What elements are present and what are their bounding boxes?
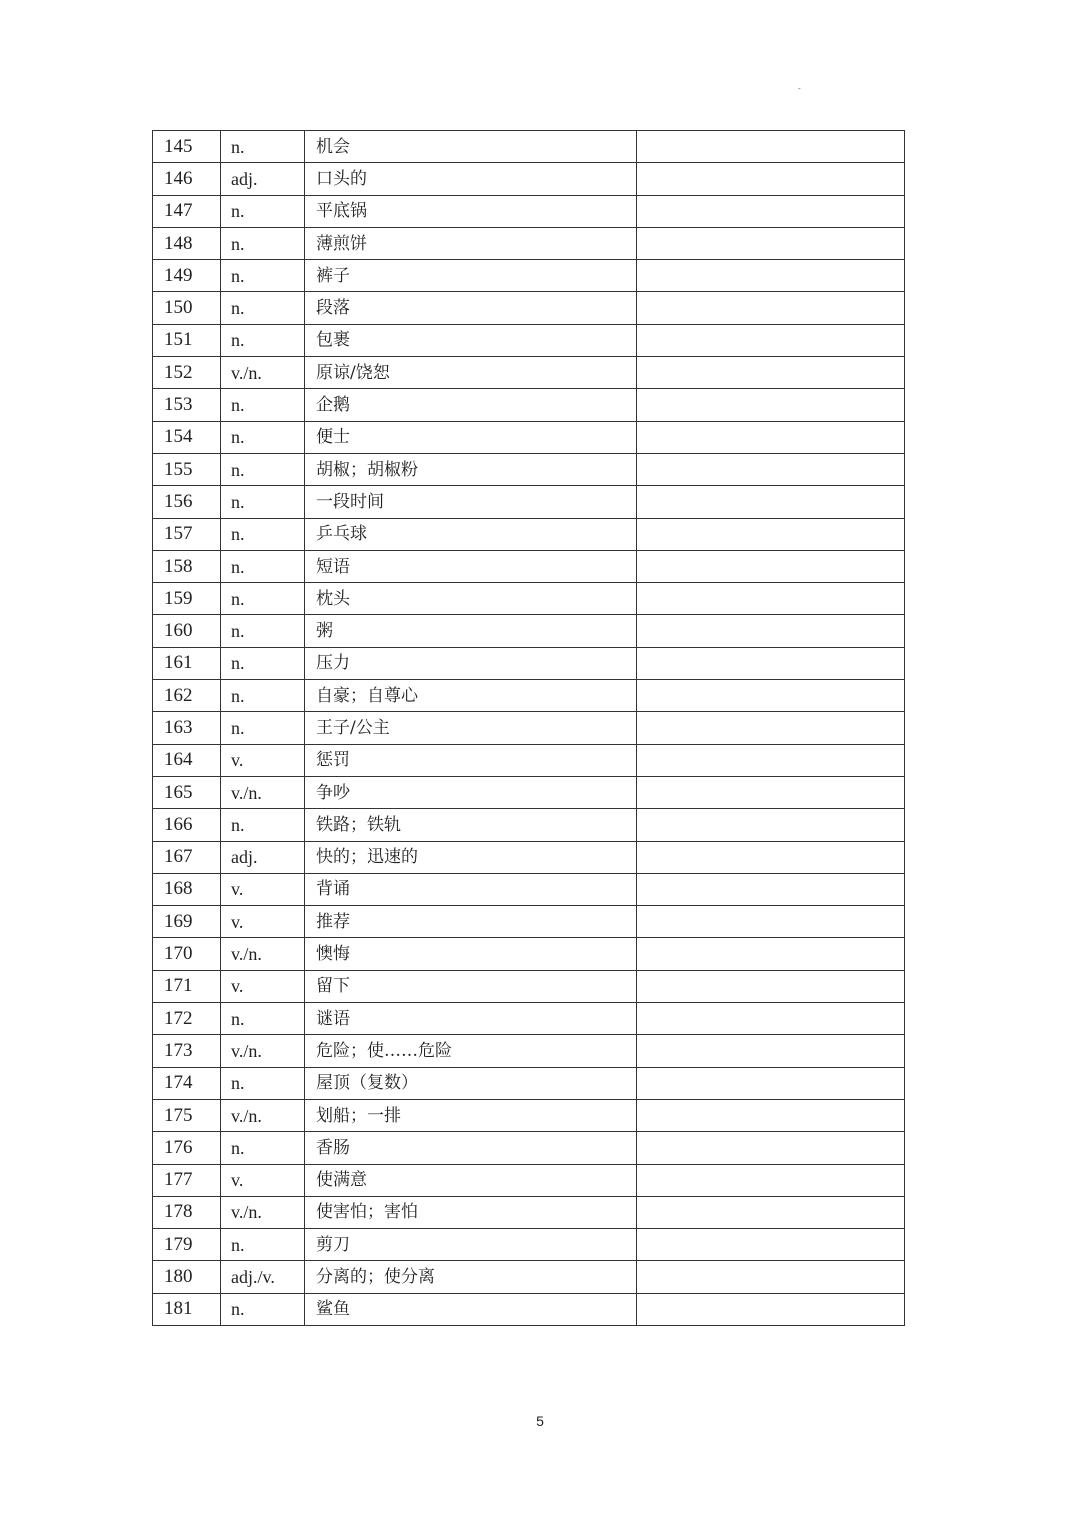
- answer-blank-cell: [637, 260, 905, 292]
- table-row: [153, 1003, 905, 1035]
- part-of-speech: n.: [221, 1229, 305, 1261]
- table-row: [153, 453, 905, 485]
- part-of-speech: v./n.: [221, 1196, 305, 1228]
- answer-blank-cell: [637, 1035, 905, 1067]
- word-number: 149: [153, 260, 221, 292]
- chinese-meaning: 原谅/饶恕: [305, 357, 637, 389]
- header-mark: -: [798, 84, 801, 93]
- word-number: 152: [153, 357, 221, 389]
- table-row: [153, 841, 905, 873]
- chinese-meaning: 口头的: [305, 163, 637, 195]
- chinese-meaning: 铁路；铁轨: [305, 809, 637, 841]
- table-row: [153, 1229, 905, 1261]
- answer-blank-cell: [637, 1196, 905, 1228]
- answer-blank-cell: [637, 1293, 905, 1325]
- part-of-speech: n.: [221, 680, 305, 712]
- answer-blank-cell: [637, 453, 905, 485]
- part-of-speech: adj.: [221, 163, 305, 195]
- word-number: 163: [153, 712, 221, 744]
- answer-blank-cell: [637, 970, 905, 1002]
- answer-blank-cell: [637, 421, 905, 453]
- part-of-speech: n.: [221, 421, 305, 453]
- part-of-speech: v.: [221, 873, 305, 905]
- chinese-meaning: 短语: [305, 550, 637, 582]
- chinese-meaning: 一段时间: [305, 486, 637, 518]
- part-of-speech: v./n.: [221, 776, 305, 808]
- part-of-speech: n.: [221, 647, 305, 679]
- part-of-speech: n.: [221, 1003, 305, 1035]
- part-of-speech: n.: [221, 1067, 305, 1099]
- answer-blank-cell: [637, 1067, 905, 1099]
- answer-blank-cell: [637, 518, 905, 550]
- part-of-speech: n.: [221, 292, 305, 324]
- table-row: [153, 260, 905, 292]
- word-number: 151: [153, 324, 221, 356]
- chinese-meaning: 压力: [305, 647, 637, 679]
- chinese-meaning: 香肠: [305, 1132, 637, 1164]
- table-row: [153, 680, 905, 712]
- table-row: [153, 1132, 905, 1164]
- word-number: 173: [153, 1035, 221, 1067]
- table-row: [153, 1261, 905, 1293]
- part-of-speech: n.: [221, 518, 305, 550]
- answer-blank-cell: [637, 1003, 905, 1035]
- part-of-speech: n.: [221, 712, 305, 744]
- chinese-meaning: 企鹅: [305, 389, 637, 421]
- part-of-speech: n.: [221, 324, 305, 356]
- part-of-speech: n.: [221, 583, 305, 615]
- table-row: [153, 970, 905, 1002]
- table-row: [153, 292, 905, 324]
- table-row: [153, 906, 905, 938]
- part-of-speech: v.: [221, 970, 305, 1002]
- table-row: [153, 647, 905, 679]
- table-row: [153, 421, 905, 453]
- vocabulary-table: [152, 130, 905, 1326]
- word-number: 160: [153, 615, 221, 647]
- part-of-speech: v.: [221, 906, 305, 938]
- answer-blank-cell: [637, 841, 905, 873]
- part-of-speech: adj.: [221, 841, 305, 873]
- part-of-speech: n.: [221, 260, 305, 292]
- table-row: [153, 873, 905, 905]
- chinese-meaning: 自豪；自尊心: [305, 680, 637, 712]
- word-number: 169: [153, 906, 221, 938]
- answer-blank-cell: [637, 131, 905, 163]
- table-row: [153, 324, 905, 356]
- word-number: 180: [153, 1261, 221, 1293]
- chinese-meaning: 使满意: [305, 1164, 637, 1196]
- part-of-speech: v.: [221, 1164, 305, 1196]
- part-of-speech: n.: [221, 195, 305, 227]
- answer-blank-cell: [637, 550, 905, 582]
- part-of-speech: v./n.: [221, 1035, 305, 1067]
- word-number: 168: [153, 873, 221, 905]
- part-of-speech: n.: [221, 1293, 305, 1325]
- word-number: 147: [153, 195, 221, 227]
- chinese-meaning: 便士: [305, 421, 637, 453]
- chinese-meaning: 薄煎饼: [305, 227, 637, 259]
- answer-blank-cell: [637, 583, 905, 615]
- part-of-speech: n.: [221, 131, 305, 163]
- chinese-meaning: 快的；迅速的: [305, 841, 637, 873]
- word-number: 156: [153, 486, 221, 518]
- table-row: [153, 583, 905, 615]
- answer-blank-cell: [637, 227, 905, 259]
- part-of-speech: adj./v.: [221, 1261, 305, 1293]
- table-row: [153, 1196, 905, 1228]
- word-number: 157: [153, 518, 221, 550]
- answer-blank-cell: [637, 357, 905, 389]
- table-row: [153, 550, 905, 582]
- chinese-meaning: 危险；使……危险: [305, 1035, 637, 1067]
- word-number: 177: [153, 1164, 221, 1196]
- chinese-meaning: 乒乓球: [305, 518, 637, 550]
- chinese-meaning: 划船；一排: [305, 1099, 637, 1131]
- part-of-speech: n.: [221, 227, 305, 259]
- word-number: 159: [153, 583, 221, 615]
- part-of-speech: n.: [221, 389, 305, 421]
- answer-blank-cell: [637, 873, 905, 905]
- answer-blank-cell: [637, 389, 905, 421]
- answer-blank-cell: [637, 680, 905, 712]
- answer-blank-cell: [637, 906, 905, 938]
- chinese-meaning: 惩罚: [305, 744, 637, 776]
- word-number: 166: [153, 809, 221, 841]
- table-row: [153, 486, 905, 518]
- table-row: [153, 615, 905, 647]
- chinese-meaning: 裤子: [305, 260, 637, 292]
- answer-blank-cell: [637, 615, 905, 647]
- chinese-meaning: 争吵: [305, 776, 637, 808]
- table-row: [153, 163, 905, 195]
- word-number: 171: [153, 970, 221, 1002]
- chinese-meaning: 包裹: [305, 324, 637, 356]
- part-of-speech: n.: [221, 453, 305, 485]
- answer-blank-cell: [637, 744, 905, 776]
- word-number: 150: [153, 292, 221, 324]
- chinese-meaning: 王子/公主: [305, 712, 637, 744]
- chinese-meaning: 分离的；使分离: [305, 1261, 637, 1293]
- table-row: [153, 195, 905, 227]
- answer-blank-cell: [637, 1164, 905, 1196]
- chinese-meaning: 使害怕；害怕: [305, 1196, 637, 1228]
- chinese-meaning: 懊悔: [305, 938, 637, 970]
- table-row: [153, 938, 905, 970]
- answer-blank-cell: [637, 647, 905, 679]
- word-number: 158: [153, 550, 221, 582]
- word-number: 154: [153, 421, 221, 453]
- word-number: 165: [153, 776, 221, 808]
- part-of-speech: n.: [221, 615, 305, 647]
- chinese-meaning: 推荐: [305, 906, 637, 938]
- word-number: 167: [153, 841, 221, 873]
- chinese-meaning: 平底锅: [305, 195, 637, 227]
- table-row: [153, 1035, 905, 1067]
- part-of-speech: v./n.: [221, 357, 305, 389]
- table-row: [153, 389, 905, 421]
- answer-blank-cell: [637, 486, 905, 518]
- answer-blank-cell: [637, 163, 905, 195]
- part-of-speech: n.: [221, 550, 305, 582]
- word-number: 148: [153, 227, 221, 259]
- table-row: [153, 131, 905, 163]
- table-row: [153, 776, 905, 808]
- answer-blank-cell: [637, 938, 905, 970]
- chinese-meaning: 段落: [305, 292, 637, 324]
- part-of-speech: v.: [221, 744, 305, 776]
- part-of-speech: n.: [221, 809, 305, 841]
- answer-blank-cell: [637, 1132, 905, 1164]
- chinese-meaning: 剪刀: [305, 1229, 637, 1261]
- answer-blank-cell: [637, 712, 905, 744]
- vocabulary-table-body: [153, 131, 905, 1326]
- word-number: 161: [153, 647, 221, 679]
- word-number: 164: [153, 744, 221, 776]
- chinese-meaning: 胡椒；胡椒粉: [305, 453, 637, 485]
- chinese-meaning: 留下: [305, 970, 637, 1002]
- word-number: 153: [153, 389, 221, 421]
- word-number: 162: [153, 680, 221, 712]
- answer-blank-cell: [637, 1261, 905, 1293]
- chinese-meaning: 屋顶（复数）: [305, 1067, 637, 1099]
- part-of-speech: v./n.: [221, 1099, 305, 1131]
- chinese-meaning: 粥: [305, 615, 637, 647]
- word-number: 174: [153, 1067, 221, 1099]
- word-number: 155: [153, 453, 221, 485]
- word-number: 176: [153, 1132, 221, 1164]
- part-of-speech: n.: [221, 486, 305, 518]
- table-row: [153, 744, 905, 776]
- answer-blank-cell: [637, 292, 905, 324]
- word-number: 146: [153, 163, 221, 195]
- word-number: 181: [153, 1293, 221, 1325]
- part-of-speech: v./n.: [221, 938, 305, 970]
- table-row: [153, 712, 905, 744]
- table-row: [153, 1293, 905, 1325]
- part-of-speech: n.: [221, 1132, 305, 1164]
- word-number: 179: [153, 1229, 221, 1261]
- answer-blank-cell: [637, 776, 905, 808]
- answer-blank-cell: [637, 1229, 905, 1261]
- table-row: [153, 809, 905, 841]
- table-row: [153, 357, 905, 389]
- word-number: 172: [153, 1003, 221, 1035]
- word-number: 145: [153, 131, 221, 163]
- page-number: 5: [536, 1413, 544, 1429]
- answer-blank-cell: [637, 809, 905, 841]
- chinese-meaning: 背诵: [305, 873, 637, 905]
- table-row: [153, 1067, 905, 1099]
- table-row: [153, 227, 905, 259]
- word-number: 175: [153, 1099, 221, 1131]
- word-number: 178: [153, 1196, 221, 1228]
- chinese-meaning: 鲨鱼: [305, 1293, 637, 1325]
- chinese-meaning: 枕头: [305, 583, 637, 615]
- answer-blank-cell: [637, 195, 905, 227]
- table-row: [153, 1164, 905, 1196]
- chinese-meaning: 谜语: [305, 1003, 637, 1035]
- answer-blank-cell: [637, 324, 905, 356]
- answer-blank-cell: [637, 1099, 905, 1131]
- table-row: [153, 518, 905, 550]
- chinese-meaning: 机会: [305, 131, 637, 163]
- word-number: 170: [153, 938, 221, 970]
- table-row: [153, 1099, 905, 1131]
